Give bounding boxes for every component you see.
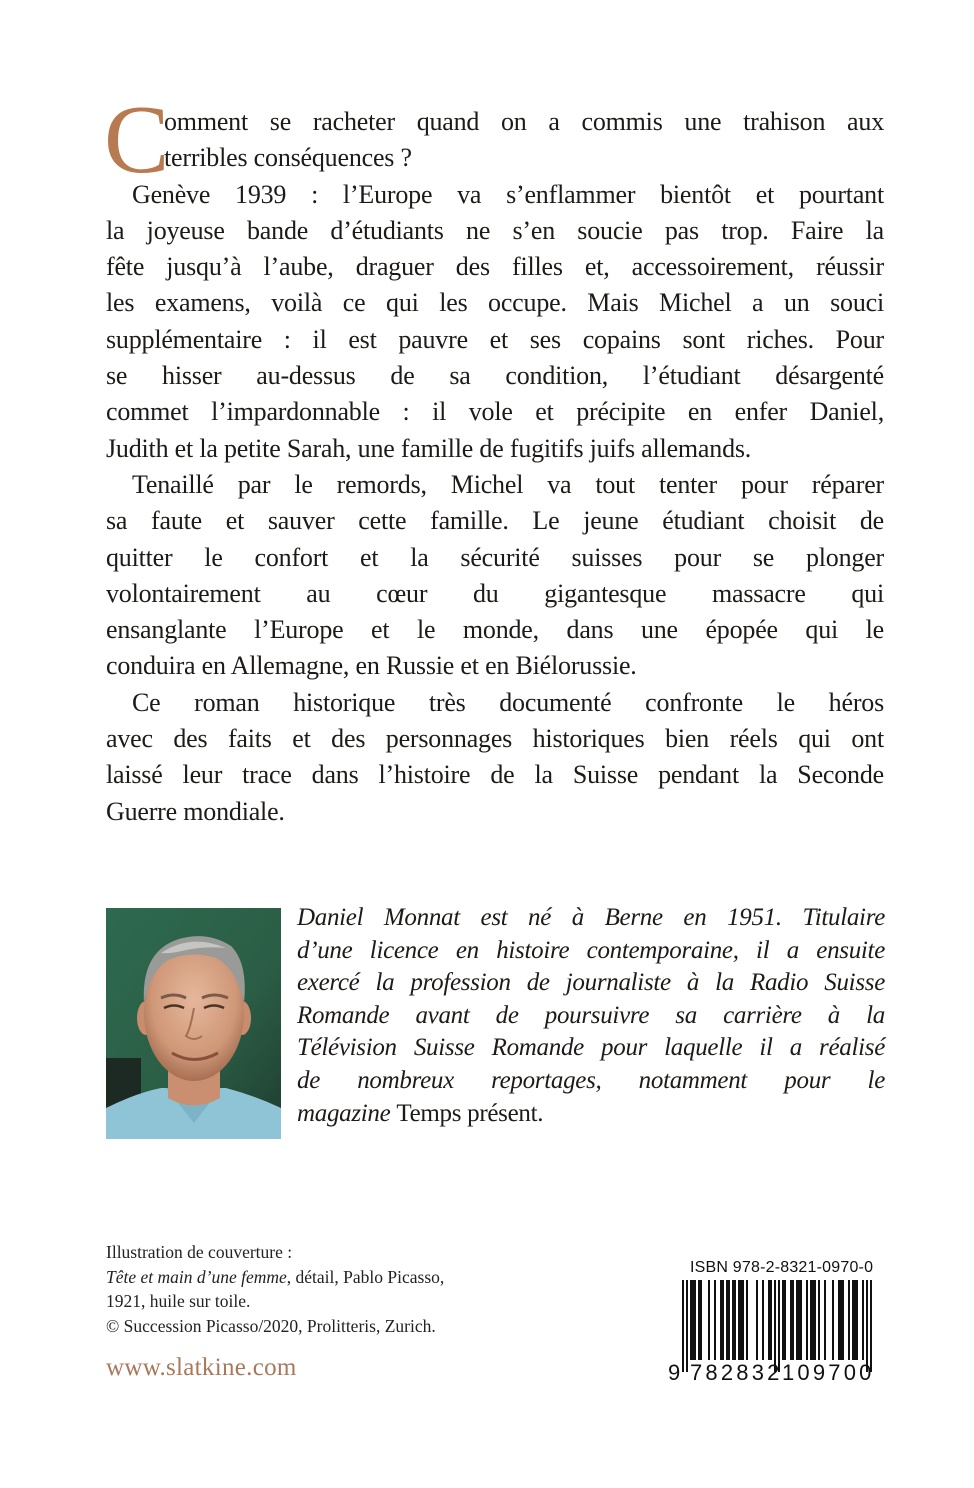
credits-label: Illustration de couverture : bbox=[106, 1242, 293, 1262]
blurb-line: avec des faits et des personnages historiques bien réels qui ont bbox=[106, 724, 884, 754]
blurb-line: commet l’impardonnable : il vole et précipite en enfer Daniel, bbox=[106, 397, 884, 427]
barcode-digits: 9 bbox=[668, 1360, 684, 1385]
blurb-line: omment se racheter quand on a commis une trahison aux bbox=[164, 107, 884, 136]
barcode-bar bbox=[692, 1280, 694, 1360]
barcode-bar bbox=[714, 1280, 716, 1360]
show-title: Temps présent. bbox=[396, 1099, 544, 1127]
barcode-bar bbox=[746, 1280, 748, 1360]
barcode-bar bbox=[818, 1280, 820, 1360]
barcode-bar bbox=[854, 1280, 856, 1360]
barcode-bar bbox=[796, 1280, 798, 1360]
blurb-line: Genève 1939 : l’Europe va s’enflammer bientôt et pourtant bbox=[132, 179, 884, 209]
barcode-bar bbox=[812, 1280, 814, 1360]
barcode-bar bbox=[778, 1280, 780, 1372]
author-portrait-illustration bbox=[106, 908, 281, 1139]
bio-line: exercé la profession de journaliste à la Radio Suisse bbox=[297, 969, 885, 997]
barcode-bar bbox=[700, 1280, 702, 1360]
barcode-bar bbox=[848, 1280, 850, 1360]
drop-cap: C bbox=[104, 86, 170, 194]
artwork-details: , détail, Pablo Picasso, bbox=[286, 1266, 445, 1287]
credits-medium: 1921, huile sur toile. bbox=[106, 1291, 251, 1311]
barcode-bar bbox=[806, 1280, 808, 1360]
bio-line: d’une licence en histoire contemporaine, il a ensuite bbox=[297, 936, 885, 964]
barcode-bar bbox=[852, 1280, 854, 1360]
blurb-line: Tenaillé par le remords, Michel va tout tenter pour réparer bbox=[132, 469, 884, 499]
barcode-bar bbox=[866, 1280, 868, 1372]
barcode-bar bbox=[842, 1280, 844, 1360]
bio-line: Romande avant de poursuivre sa carrière à la bbox=[297, 1001, 885, 1029]
barcode-bar bbox=[682, 1280, 684, 1372]
barcode-bar bbox=[856, 1280, 858, 1360]
barcode-bar bbox=[762, 1280, 764, 1360]
barcode-bar bbox=[694, 1280, 696, 1360]
cover-credits bbox=[106, 1240, 546, 1338]
barcode-digits: 782832 bbox=[690, 1360, 783, 1385]
barcode-bar bbox=[792, 1280, 794, 1360]
barcode-bar bbox=[722, 1280, 724, 1360]
bio-line: de nombreux reportages, notamment pour le bbox=[297, 1066, 885, 1094]
barcode-bar bbox=[732, 1280, 734, 1360]
barcode-digits: 109700 bbox=[782, 1360, 875, 1385]
barcode-bar bbox=[782, 1280, 784, 1360]
barcode-bar bbox=[832, 1280, 834, 1360]
barcode-bar bbox=[774, 1280, 776, 1372]
artwork-title: Tête et main d’une femme bbox=[106, 1266, 287, 1287]
bio-line: Daniel Monnat est né à Berne en 1951. Titulaire bbox=[297, 904, 885, 931]
barcode-bar bbox=[728, 1280, 730, 1360]
blurb-line: conduira en Allemagne, en Russie et en Biélorussie. bbox=[106, 651, 637, 681]
barcode-bar bbox=[708, 1280, 710, 1360]
barcode-bar bbox=[824, 1280, 826, 1360]
bio-italic-part: magazine bbox=[297, 1099, 397, 1127]
bio-line-last bbox=[297, 1098, 885, 1131]
barcode-bar bbox=[840, 1280, 842, 1360]
blurb-line: se hisser au-dessus de sa condition, l’étudiant désargenté bbox=[106, 361, 884, 391]
blurb-line: terribles conséquences ? bbox=[164, 143, 412, 173]
barcode-bar bbox=[870, 1280, 872, 1372]
barcode-bar bbox=[690, 1280, 692, 1360]
author-bio bbox=[297, 902, 885, 1130]
barcode-bar bbox=[790, 1280, 792, 1360]
isbn-label: ISBN 978-2-8321-0970-0 bbox=[690, 1259, 874, 1276]
publisher-website[interactable]: www.slatkine.com bbox=[106, 1354, 297, 1381]
barcode-bar bbox=[742, 1280, 744, 1360]
bio-line: Télévision Suisse Romande pour laquelle il a réalisé bbox=[297, 1034, 885, 1062]
barcode-bar bbox=[698, 1280, 700, 1360]
barcode-bar bbox=[734, 1280, 736, 1360]
barcode-bar bbox=[862, 1280, 864, 1360]
blurb-line: Ce roman historique très documenté confronte le héros bbox=[132, 687, 884, 717]
barcode-bar bbox=[738, 1280, 740, 1360]
barcode-bar bbox=[784, 1280, 786, 1360]
barcode-bar bbox=[768, 1280, 770, 1360]
blurb-line: la joyeuse bande d’étudiants ne s’en soucie pas trop. Faire la bbox=[106, 215, 884, 245]
isbn-barcode bbox=[668, 1258, 888, 1388]
blurb-line: supplémentaire : il est pauvre et ses copains sont riches. Pour bbox=[106, 324, 884, 354]
blurb-text bbox=[106, 104, 884, 830]
barcode-bar bbox=[838, 1280, 840, 1360]
barcode-bar bbox=[720, 1280, 722, 1360]
blurb-line: Guerre mondiale. bbox=[106, 796, 285, 826]
blurb-line: ensanglante l’Europe et le monde, dans une épopée qui le bbox=[106, 615, 884, 645]
blurb-line: sa faute et sauver cette famille. Le jeune étudiant choisit de bbox=[106, 506, 884, 536]
blurb-line: volontairement au cœur du gigantesque massacre qui bbox=[106, 578, 884, 608]
credits-artwork bbox=[106, 1265, 546, 1290]
barcode-bar bbox=[726, 1280, 728, 1360]
barcode-bar bbox=[814, 1280, 816, 1360]
blurb-line: Judith et la petite Sarah, une famille de fugitifs juifs allemands. bbox=[106, 433, 752, 463]
barcode-bar bbox=[770, 1280, 772, 1360]
barcode-bar bbox=[800, 1280, 802, 1360]
credits-copyright: © Succession Picasso/2020, Prolitteris, Zurich. bbox=[106, 1315, 436, 1336]
barcode-bar bbox=[740, 1280, 742, 1360]
blurb-line: quitter le confort et la sécurité suisses pour se plonger bbox=[106, 542, 884, 572]
blurb-line: fête jusqu’à l’aube, draguer des filles et, accessoirement, réussir bbox=[106, 252, 884, 282]
blurb-line: les examens, voilà ce qui les occupe. Mais Michel a un souci bbox=[106, 288, 884, 318]
author-photo bbox=[106, 908, 281, 1139]
barcode-bar bbox=[756, 1280, 758, 1360]
barcode-bar bbox=[798, 1280, 800, 1360]
barcode-bar bbox=[686, 1280, 688, 1372]
barcode-bar bbox=[810, 1280, 812, 1360]
blurb-line: laissé leur trace dans l’histoire de la Suisse pendant la Seconde bbox=[106, 760, 884, 790]
